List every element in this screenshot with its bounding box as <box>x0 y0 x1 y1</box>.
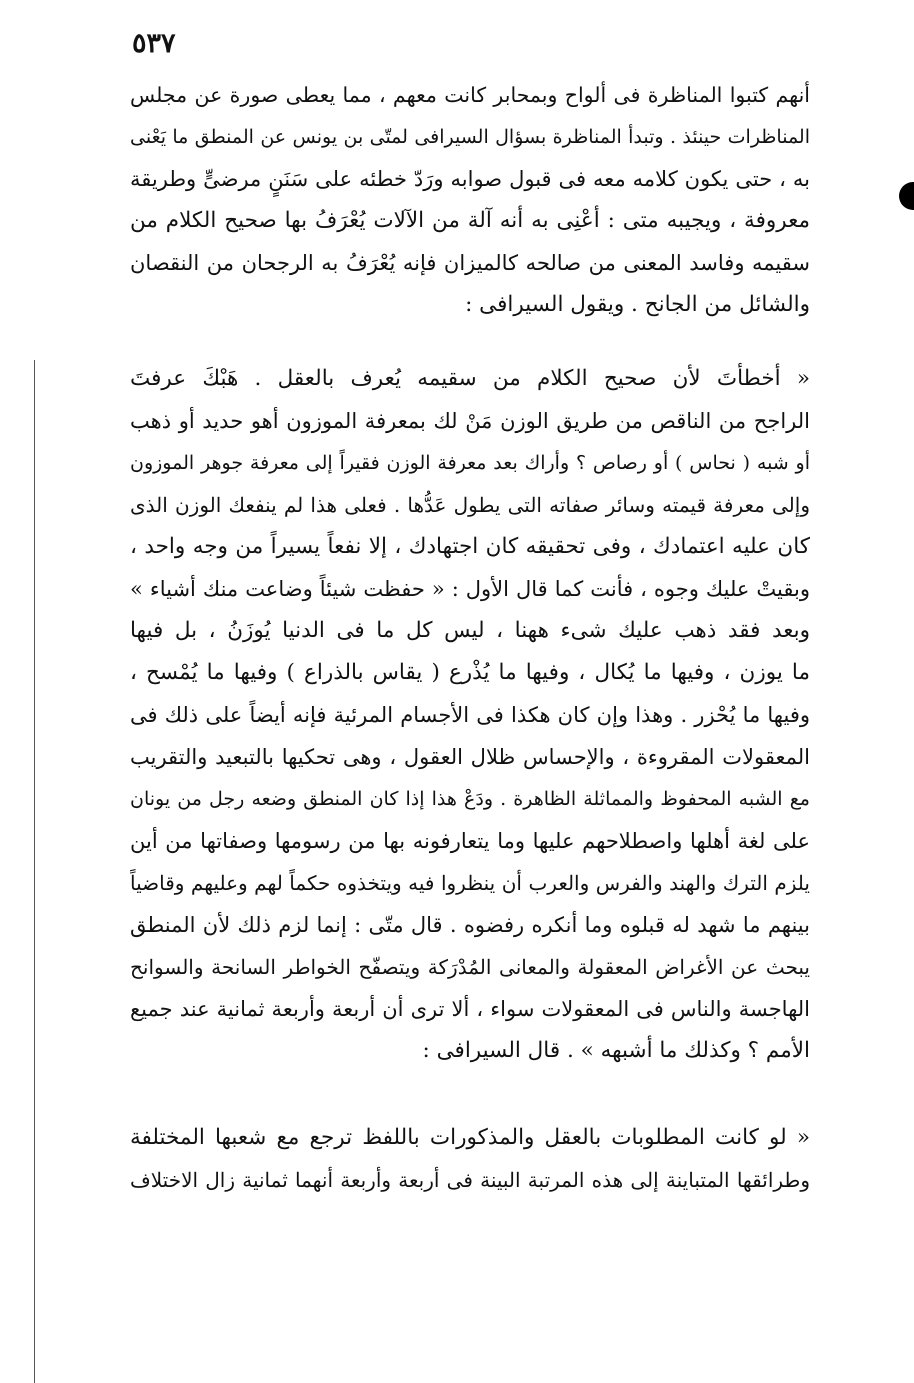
text-line: على لغة أهلها واصطلاحهم عليها وما يتعارفونه بها من رسومها وصفاتها من أين <box>130 829 810 853</box>
text-line: بينهم ما شهد له قبلوه وما أنكره رفضوه . قال متّى : إنما لزم ذلك لأن المنطق <box>130 913 810 937</box>
text-line: المناظرات حينئذ . وتبدأ المناظرة بسؤال السيرافى لمتّى بن يونس عن المنطق ما يَعْنى <box>130 126 810 148</box>
text-line: وإلى معرفة قيمته وسائر صفاته التى يطول عَدُّها . فعلى هذا لم ينفعك الوزن الذى <box>130 493 810 517</box>
text-line: معروفة ، ويجيبه متى : أعْنِى به أنه آلة من الآلات يُعْرَفُ بها صحيح الكلام من <box>130 208 810 233</box>
text-line: أو شبه ( نحاس ) أو رصاص ؟ وأراك بعد معرفة الوزن فقيراً إلى معرفة جوهر الموزون <box>130 452 810 474</box>
text-line: « لو كانت المطلوبات بالعقل والمذكورات باللفظ ترجع مع شعبها المختلفة <box>130 1125 810 1150</box>
text-line: والشائل من الجانح . ويقول السيرافى : <box>465 292 810 317</box>
text-line: الأمم ؟ وكذلك ما أشبهه » . قال السيرافى : <box>422 1038 810 1063</box>
text-line: أنهم كتبوا المناظرة فى ألواح وبمحابر كانت معهم ، مما يعطى صورة عن مجلس <box>130 83 810 107</box>
text-line: يبحث عن الأغراض المعقولة والمعانى المُدْرَكة ويتصفّح الخواطر السانحة والسوانح <box>130 955 810 979</box>
text-line: كان عليه اعتمادك ، وفى تحقيقه كان اجتهادك ، إلا نفعاً يسيراً من وجه واحد ، <box>130 534 810 559</box>
text-line: وفيها ما يُحْزر . وهذا وإن كان هكذا فى الأجسام المرئية فإنه أيضاً على ذلك فى <box>130 703 810 727</box>
text-line: المعقولات المقروءة ، والإحساس ظلال العقول ، وهى تحكيها بالتبعيد والتقريب <box>130 745 810 769</box>
paragraph-quote-sirafi <box>130 358 810 1072</box>
text-line: سقيمه وفاسد المعنى من صالحه كالميزان فإنه يُعْرَفُ به الرجحان من النقصان <box>130 251 810 275</box>
text-line: به ، حتى يكون كلامه معه فى قبول صوابه ورَدّ خطئه على سَنَنٍ مرضىٍّ وطريقة <box>130 167 810 191</box>
page-number: ٥٣٧ <box>132 28 176 59</box>
paragraph-quote-continued <box>130 1117 810 1201</box>
text-line: يلزم الترك والهند والفرس والعرب أن ينظروا فيه ويتخذوه حكماً لهم وعليهم وقاضياً <box>130 871 810 895</box>
text-line: ما يوزن ، وفيها ما يُكال ، وفيها ما يُذْرع ( يقاس بالذراع ) وفيها ما يُمْسح ، <box>130 660 810 685</box>
text-line: « أخطأتَ لأن صحيح الكلام من سقيمه يُعرف بالعقل . هَبْكَ عرفتَ <box>130 366 810 391</box>
binding-mark <box>899 182 914 210</box>
text-line: وبقيتْ عليك وجوه ، فأنت كما قال الأول : « حفظت شيئاً وضاعت منك أشياء » <box>130 577 810 601</box>
text-line: مع الشبه المحفوظ والمماثلة الظاهرة . ودَعْ هذا إذا كان المنطق وضعه رجل من يونان <box>130 788 810 810</box>
margin-rule <box>34 360 35 1383</box>
text-line: الراجح من الناقص من طريق الوزن مَنْ لك بمعرفة الموزون أهو حديد أو ذهب <box>130 409 810 433</box>
text-line: وطرائقها المتباينة إلى هذه المرتبة البينة فى أربعة وأربعة أنهما ثمانية زال الاختلاف <box>130 1168 810 1192</box>
paragraph-intro <box>130 74 810 326</box>
text-line: وبعد فقد ذهب عليك شىء ههنا ، ليس كل ما فى الدنيا يُوزَنُ ، بل فيها <box>130 618 810 643</box>
text-line: الهاجسة والناس فى المعقولات سواء ، ألا ترى أن أربعة وأربعة ثمانية عند جميع <box>130 997 810 1021</box>
